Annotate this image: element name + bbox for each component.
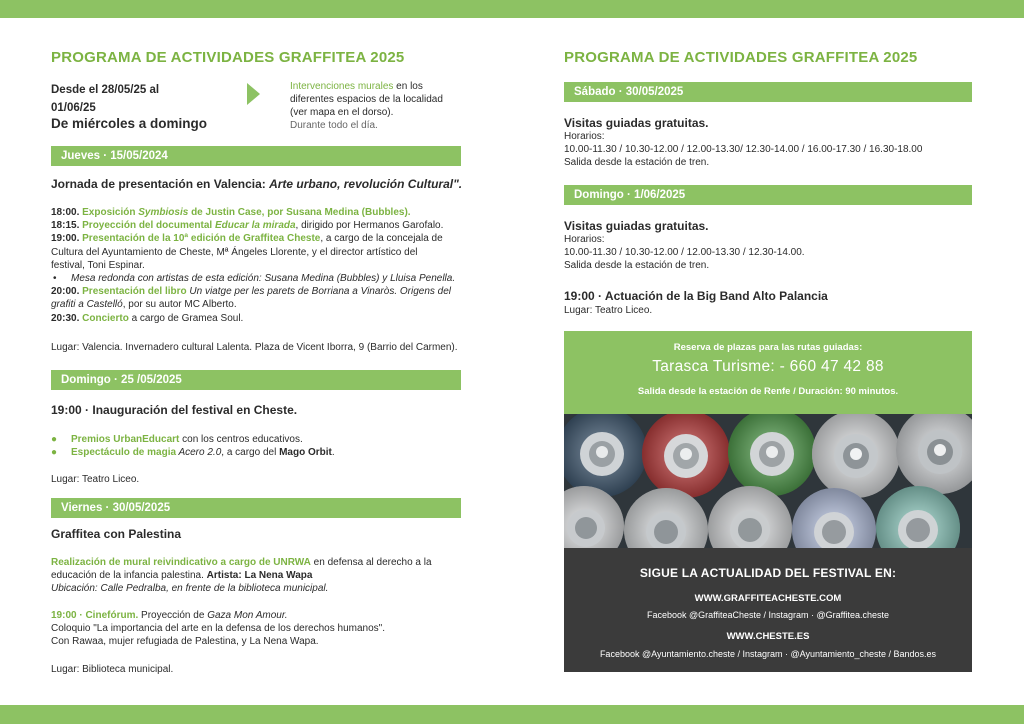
- spray-cans-photo: [564, 414, 972, 549]
- band-domingo-1: Domingo · 1/06/2025: [564, 185, 972, 205]
- date-range: [51, 81, 159, 117]
- event-italic: Educar la mirada: [214, 220, 296, 232]
- murals-line-4: Durante todo el día.: [290, 120, 378, 131]
- event-italic-text: Ubicación: Calle Pedralba, en frente de la biblioteca municipal.: [51, 583, 329, 595]
- band-jueves: Jueves · 15/05/2024: [51, 146, 461, 166]
- s3-place: Lugar: Biblioteca municipal.: [51, 664, 174, 675]
- s1-heading: [51, 177, 462, 193]
- schedule-times: 10.00-11.30 / 10.30-12.00 / 12.00-13.30 / 12.30-14.00.: [564, 247, 805, 259]
- bullet: ●: [51, 447, 58, 459]
- top-color-bar: [0, 0, 1024, 18]
- event: de Justin Case, por Susana Medina (Bubbles).: [188, 207, 411, 218]
- right-page-title: PROGRAMA DE ACTIVIDADES GRAFFITEA 2025: [564, 49, 918, 66]
- event-text: Cultura del Ayuntamiento de Cheste, Mª Ángeles Llorente, y el director artístico del: [51, 246, 418, 258]
- s3-mural: [51, 556, 463, 596]
- social-links-1[interactable]: Facebook @GraffiteaCheste / Instagram · @Graffitea.cheste: [646, 610, 890, 621]
- event-italic: Symbiosis: [138, 207, 189, 218]
- event-text: Con Rawaa, mujer refugiada de Palestina, y La Nena Wapa.: [51, 636, 319, 648]
- murals-line-3: (ver mapa en el dorso).: [290, 107, 394, 118]
- s1-schedule: [51, 206, 463, 325]
- concert-heading: 19:00 · Actuación de la Big Band Alto Palancia: [564, 289, 828, 303]
- follow-heading: SIGUE LA ACTUALIDAD DEL FESTIVAL EN:: [639, 566, 897, 580]
- time: 20:30.: [51, 312, 80, 324]
- left-page-title: PROGRAMA DE ACTIVIDADES GRAFFITEA 2025: [51, 49, 405, 66]
- time: 20:00.: [51, 286, 80, 298]
- arrow-icon: [247, 83, 260, 105]
- reservation-duration: Salida desde la estación de Renfe / Duración: 90 minutos.: [637, 385, 899, 397]
- s2-place: Lugar: Teatro Liceo.: [51, 474, 140, 485]
- sun-heading: Visitas guiadas gratuitas.: [564, 219, 709, 233]
- event-italic-text: Mesa redonda con artistas de esta edición: Susana Medina (Bubbles) y Lluisa Penella.: [71, 272, 456, 284]
- event: Espectáculo de magia: [71, 447, 177, 459]
- s1-place: Lugar: Valencia. Invernadero cultural Lalenta. Plaza de Vicent Iborra, 9 (Barrio del Carmen).: [51, 342, 458, 353]
- event-text: con los centros educativos.: [179, 434, 303, 445]
- event-italic-text: Gaza Mon Amour.: [207, 610, 288, 621]
- spray-cans-illustration: [564, 414, 972, 549]
- schedule-label: Horarios:: [564, 234, 605, 245]
- concert-place: Lugar: Teatro Liceo.: [564, 305, 653, 316]
- bullet: •: [53, 272, 57, 284]
- s2-heading: 19:00 · Inauguración del festival en Cheste.: [51, 403, 298, 417]
- event-text: , dirigido por Hermanos Garofalo.: [295, 220, 444, 232]
- event-text: en defensa al derecho a la: [310, 557, 432, 568]
- event-text: Proyección de: [138, 610, 208, 621]
- murals-note: [290, 80, 470, 132]
- s3-heading: Graffitea con Palestina: [51, 527, 182, 541]
- event: Presentación del libro: [79, 286, 190, 298]
- murals-text: en los: [393, 81, 423, 92]
- sun-schedule: [564, 233, 974, 273]
- bottom-color-bar: [0, 705, 1024, 724]
- event: Realización de mural reivindicativo a cargo de UNRWA: [51, 557, 311, 568]
- event-text: , por su autor MC Alberto.: [122, 299, 237, 311]
- event-bold: Mago Orbit: [279, 447, 332, 459]
- sat-heading: Visitas guiadas gratuitas.: [564, 116, 709, 130]
- event-italic-text: Acero 2.0: [176, 447, 222, 459]
- event: Presentación de la 10ª edición de Graffitea Cheste: [79, 233, 321, 245]
- event: 19:00 · Cinefórum.: [51, 610, 139, 621]
- website-link-1[interactable]: WWW.GRAFFITEACHESTE.COM: [694, 592, 842, 604]
- bullet: ●: [51, 434, 58, 445]
- date-range-line-2: 01/06/25: [51, 102, 96, 114]
- event-text: festival, Toni Espinar.: [51, 259, 145, 271]
- reservation-label: Reserva de plazas para las rutas guiadas:: [673, 342, 863, 353]
- s3-cineforum: [51, 609, 463, 649]
- sat-schedule: [564, 130, 974, 170]
- schedule-times: 10.00-11.30 / 10.30-12.00 / 12.00-13.30/ 12.30-14.00 / 16.00-17.30 / 16.30-18.00: [564, 144, 923, 156]
- event-text: educación de la infancia palestina.: [51, 570, 207, 582]
- murals-highlight: Intervenciones murales: [290, 81, 394, 92]
- event-bold: Artista: La Nena Wapa: [206, 570, 313, 582]
- event-text: a cargo de Gramea Soul.: [128, 312, 244, 324]
- band-sabado: Sábado · 30/05/2025: [564, 82, 972, 102]
- date-range-line-1: Desde el 28/05/25 al: [51, 84, 160, 96]
- murals-line-2: diferentes espacios de la localidad: [290, 94, 443, 105]
- event-text: , a cargo de la concejala de: [320, 233, 443, 245]
- event: Concierto: [79, 312, 129, 324]
- schedule-label: Horarios:: [564, 131, 605, 142]
- event: Exposición: [79, 207, 139, 218]
- event-text: , a cargo del: [221, 447, 280, 459]
- days-label: De miércoles a domingo: [51, 116, 208, 131]
- follow-box: [564, 548, 972, 672]
- event-italic-text: Un viatge per les parets de Borriana a Vinaròs. Origens del: [189, 286, 452, 298]
- website-link-2[interactable]: WWW.CHESTE.ES: [726, 631, 810, 643]
- time: 18:00.: [51, 207, 80, 218]
- event: Premios UrbanEducart: [71, 434, 180, 445]
- time: 19:00.: [51, 233, 80, 245]
- band-viernes: Viernes · 30/05/2025: [51, 498, 461, 518]
- reservation-box: [564, 331, 972, 415]
- departure-text: Salida desde la estación de tren.: [564, 157, 710, 169]
- reservation-phone: Tarasca Turisme: - 660 47 42 88: [652, 357, 884, 375]
- event: Proyección del documental: [79, 220, 215, 232]
- band-domingo-25: Domingo · 25 /05/2025: [51, 370, 461, 390]
- social-links-2[interactable]: Facebook @Ayuntamiento.cheste / Instagram · @Ayuntamiento_cheste / Bandos.es: [599, 648, 937, 659]
- s1-heading-italic: Arte urbano, revolución Cultural".: [269, 177, 463, 191]
- event-italic-text: grafiti a Castelló: [51, 299, 123, 311]
- s2-list: [51, 433, 463, 459]
- event-text: Coloquio "La importancia del arte en la defensa de los derechos humanos".: [51, 623, 385, 635]
- departure-text: Salida desde la estación de tren.: [564, 260, 710, 272]
- time: 18:15.: [51, 220, 80, 232]
- event-text: .: [331, 447, 335, 459]
- s1-heading-text: Jornada de presentación en Valencia:: [51, 177, 270, 191]
